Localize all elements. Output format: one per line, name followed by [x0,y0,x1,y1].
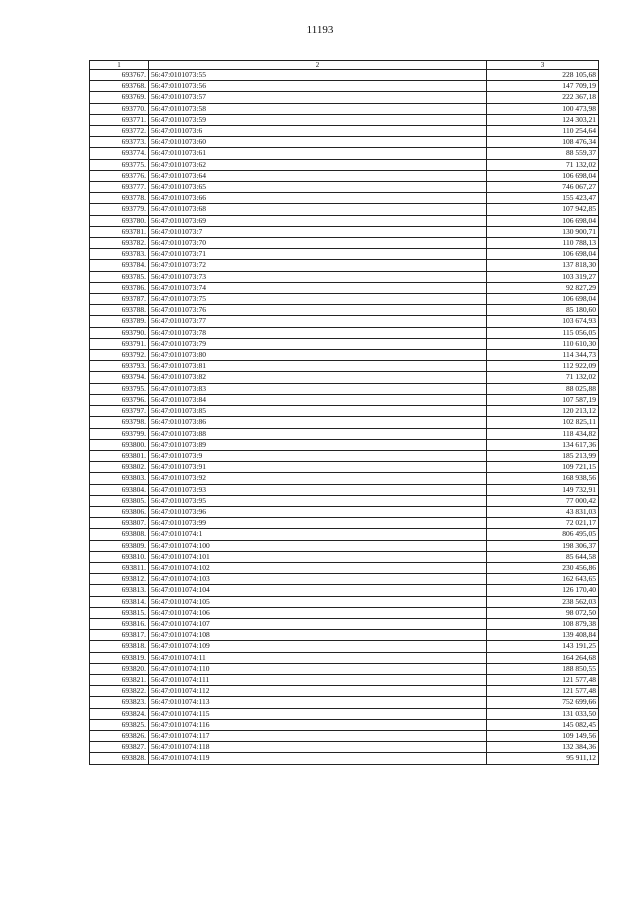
value-cell: 112 922,09 [487,361,599,372]
row-number-cell: 693789. [90,316,149,327]
row-number-cell: 693808. [90,529,149,540]
table-row [90,663,599,674]
value-cell: 124 303,21 [487,114,599,125]
row-number-cell: 693807. [90,518,149,529]
row-number-cell: 693805. [90,495,149,506]
table-row [90,238,599,249]
table-row [90,495,599,506]
cadastral-number-cell: 56:47:0101074:105 [149,596,487,607]
cadastral-number-cell: 56:47:0101073:96 [149,506,487,517]
value-cell: 71 132,02 [487,372,599,383]
table-row [90,103,599,114]
row-number-cell: 693782. [90,238,149,249]
table-row [90,607,599,618]
table-row [90,148,599,159]
table-row [90,406,599,417]
table-row [90,81,599,92]
table-row [90,753,599,764]
table-row [90,170,599,181]
row-number-cell: 693822. [90,686,149,697]
value-cell: 110 254,64 [487,126,599,137]
table-row [90,596,599,607]
cadastral-number-cell: 56:47:0101074:112 [149,686,487,697]
value-cell: 98 072,50 [487,607,599,618]
row-number-cell: 693790. [90,327,149,338]
cadastral-number-cell: 56:47:0101073:68 [149,204,487,215]
table-row [90,126,599,137]
row-number-cell: 693779. [90,204,149,215]
table-row [90,394,599,405]
value-cell: 43 831,03 [487,506,599,517]
cadastral-number-cell: 56:47:0101074:108 [149,630,487,641]
table-row [90,372,599,383]
table-row [90,70,599,81]
row-number-cell: 693812. [90,574,149,585]
table-row [90,159,599,170]
table-row [90,316,599,327]
row-number-cell: 693818. [90,641,149,652]
value-cell: 134 617,36 [487,439,599,450]
table-row [90,182,599,193]
table-row [90,708,599,719]
value-cell: 149 732,91 [487,484,599,495]
table-row [90,742,599,753]
row-number-cell: 693806. [90,506,149,517]
cadastral-number-cell: 56:47:0101073:9 [149,450,487,461]
row-number-cell: 693776. [90,170,149,181]
value-cell: 100 473,98 [487,103,599,114]
value-cell: 115 056,05 [487,327,599,338]
row-number-cell: 693826. [90,730,149,741]
row-number-cell: 693770. [90,103,149,114]
value-cell: 110 788,13 [487,238,599,249]
table-row [90,719,599,730]
value-cell: 85 644,58 [487,551,599,562]
cadastral-number-cell: 56:47:0101073:86 [149,417,487,428]
row-number-cell: 693816. [90,618,149,629]
value-cell: 110 610,30 [487,338,599,349]
value-cell: 118 434,82 [487,428,599,439]
value-cell: 106 698,04 [487,170,599,181]
row-number-cell: 693794. [90,372,149,383]
cadastral-number-cell: 56:47:0101074:104 [149,585,487,596]
cadastral-number-cell: 56:47:0101073:75 [149,294,487,305]
row-number-cell: 693802. [90,462,149,473]
cadastral-number-cell: 56:47:0101073:73 [149,271,487,282]
table-row [90,551,599,562]
table-row [90,193,599,204]
value-cell: 132 384,36 [487,742,599,753]
table-row [90,450,599,461]
value-cell: 103 674,93 [487,316,599,327]
row-number-cell: 693823. [90,697,149,708]
cadastral-number-cell: 56:47:0101073:83 [149,383,487,394]
value-cell: 106 698,04 [487,294,599,305]
value-cell: 88 025,88 [487,383,599,394]
table-row [90,674,599,685]
value-cell: 92 827,29 [487,282,599,293]
row-number-cell: 693815. [90,607,149,618]
value-cell: 126 170,40 [487,585,599,596]
table-row [90,417,599,428]
row-number-cell: 693800. [90,439,149,450]
cadastral-number-cell: 56:47:0101073:82 [149,372,487,383]
table-row [90,462,599,473]
cadastral-number-cell: 56:47:0101074:109 [149,641,487,652]
value-cell: 121 577,48 [487,686,599,697]
cadastral-number-cell: 56:47:0101074:101 [149,551,487,562]
value-cell: 222 367,18 [487,92,599,103]
cadastral-number-cell: 56:47:0101074:102 [149,562,487,573]
value-cell: 109 149,56 [487,730,599,741]
row-number-cell: 693783. [90,249,149,260]
value-cell: 145 082,45 [487,719,599,730]
table-row [90,730,599,741]
cadastral-number-cell: 56:47:0101073:91 [149,462,487,473]
table-row [90,383,599,394]
value-cell: 71 132,02 [487,159,599,170]
row-number-cell: 693828. [90,753,149,764]
cadastral-number-cell: 56:47:0101073:56 [149,81,487,92]
value-cell: 88 559,37 [487,148,599,159]
table-row [90,215,599,226]
row-number-cell: 693788. [90,305,149,316]
value-cell: 752 699,66 [487,697,599,708]
row-number-cell: 693817. [90,630,149,641]
cadastral-number-cell: 56:47:0101073:57 [149,92,487,103]
value-cell: 106 698,04 [487,215,599,226]
cadastral-number-cell: 56:47:0101074:111 [149,674,487,685]
cadastral-number-cell: 56:47:0101073:59 [149,114,487,125]
row-number-cell: 693798. [90,417,149,428]
value-cell: 131 033,50 [487,708,599,719]
cadastral-number-cell: 56:47:0101073:84 [149,394,487,405]
cadastral-number-cell: 56:47:0101073:65 [149,182,487,193]
table-row [90,518,599,529]
table-row [90,473,599,484]
column-header-1: 1 [90,61,149,70]
cadastral-number-cell: 56:47:0101073:92 [149,473,487,484]
value-cell: 185 213,99 [487,450,599,461]
table-row [90,338,599,349]
cadastral-number-cell: 56:47:0101073:76 [149,305,487,316]
value-cell: 198 306,37 [487,540,599,551]
value-cell: 746 067,27 [487,182,599,193]
value-cell: 147 709,19 [487,81,599,92]
row-number-cell: 693821. [90,674,149,685]
value-cell: 108 879,38 [487,618,599,629]
value-cell: 806 495,05 [487,529,599,540]
cadastral-number-cell: 56:47:0101074:100 [149,540,487,551]
value-cell: 121 577,48 [487,674,599,685]
row-number-cell: 693801. [90,450,149,461]
row-number-cell: 693767. [90,70,149,81]
row-number-cell: 693778. [90,193,149,204]
value-cell: 107 942,85 [487,204,599,215]
row-number-cell: 693827. [90,742,149,753]
cadastral-number-cell: 56:47:0101073:74 [149,282,487,293]
row-number-cell: 693797. [90,406,149,417]
document-table [89,60,599,765]
row-number-cell: 693795. [90,383,149,394]
cadastral-number-cell: 56:47:0101073:66 [149,193,487,204]
value-cell: 103 319,27 [487,271,599,282]
table-row [90,361,599,372]
value-cell: 85 180,60 [487,305,599,316]
row-number-cell: 693780. [90,215,149,226]
table-body [90,61,599,765]
cadastral-number-cell: 56:47:0101073:80 [149,350,487,361]
cadastral-number-cell: 56:47:0101073:81 [149,361,487,372]
table-row [90,271,599,282]
cadastral-number-cell: 56:47:0101073:7 [149,226,487,237]
cadastral-number-cell: 56:47:0101073:62 [149,159,487,170]
cadastral-number-cell: 56:47:0101074:118 [149,742,487,753]
table-row [90,92,599,103]
value-cell: 107 587,19 [487,394,599,405]
cadastral-number-cell: 56:47:0101073:89 [149,439,487,450]
row-number-cell: 693804. [90,484,149,495]
value-cell: 108 476,34 [487,137,599,148]
cadastral-number-cell: 56:47:0101073:85 [149,406,487,417]
cadastral-number-cell: 56:47:0101074:117 [149,730,487,741]
table-header-row [90,61,599,70]
row-number-cell: 693769. [90,92,149,103]
row-number-cell: 693786. [90,282,149,293]
table-row [90,249,599,260]
table-row [90,686,599,697]
cadastral-number-cell: 56:47:0101074:110 [149,663,487,674]
cadastral-number-cell: 56:47:0101073:69 [149,215,487,226]
table-row [90,540,599,551]
cadastral-number-cell: 56:47:0101073:93 [149,484,487,495]
cadastral-number-cell: 56:47:0101074:106 [149,607,487,618]
table-row [90,630,599,641]
cadastral-number-cell: 56:47:0101074:115 [149,708,487,719]
column-header-2: 2 [149,61,487,70]
cadastral-number-cell: 56:47:0101074:113 [149,697,487,708]
value-cell: 168 938,56 [487,473,599,484]
value-cell: 188 850,55 [487,663,599,674]
value-cell: 139 408,84 [487,630,599,641]
value-cell: 228 105,68 [487,70,599,81]
cadastral-number-cell: 56:47:0101073:64 [149,170,487,181]
table-row [90,562,599,573]
row-number-cell: 693809. [90,540,149,551]
row-number-cell: 693799. [90,428,149,439]
row-number-cell: 693773. [90,137,149,148]
table-row [90,506,599,517]
cadastral-number-cell: 56:47:0101073:99 [149,518,487,529]
table-row [90,350,599,361]
value-cell: 155 423,47 [487,193,599,204]
row-number-cell: 693775. [90,159,149,170]
value-cell: 137 818,30 [487,260,599,271]
table-row [90,439,599,450]
table-row [90,574,599,585]
cadastral-number-cell: 56:47:0101073:77 [149,316,487,327]
row-number-cell: 693787. [90,294,149,305]
row-number-cell: 693781. [90,226,149,237]
value-cell: 238 562,03 [487,596,599,607]
table-row [90,282,599,293]
table-row [90,641,599,652]
cadastral-number-cell: 56:47:0101073:55 [149,70,487,81]
cadastral-number-cell: 56:47:0101073:6 [149,126,487,137]
value-cell: 230 456,86 [487,562,599,573]
cadastral-number-cell: 56:47:0101073:60 [149,137,487,148]
cadastral-number-cell: 56:47:0101073:95 [149,495,487,506]
row-number-cell: 693784. [90,260,149,271]
row-number-cell: 693814. [90,596,149,607]
cadastral-number-cell: 56:47:0101074:107 [149,618,487,629]
value-cell: 95 911,12 [487,753,599,764]
value-cell: 72 021,17 [487,518,599,529]
row-number-cell: 693820. [90,663,149,674]
table-row [90,652,599,663]
value-cell: 162 643,65 [487,574,599,585]
table-row [90,294,599,305]
row-number-cell: 693785. [90,271,149,282]
table-row [90,484,599,495]
table-row [90,697,599,708]
cadastral-number-cell: 56:47:0101073:71 [149,249,487,260]
table-row [90,226,599,237]
table-row [90,204,599,215]
table-row [90,618,599,629]
value-cell: 143 191,25 [487,641,599,652]
value-cell: 102 825,11 [487,417,599,428]
cadastral-number-cell: 56:47:0101073:79 [149,338,487,349]
cadastral-number-cell: 56:47:0101073:78 [149,327,487,338]
table-row [90,585,599,596]
value-cell: 120 213,12 [487,406,599,417]
table-row [90,529,599,540]
cadastral-number-cell: 56:47:0101074:11 [149,652,487,663]
value-cell: 109 721,15 [487,462,599,473]
value-cell: 114 344,73 [487,350,599,361]
table-row [90,327,599,338]
row-number-cell: 693772. [90,126,149,137]
row-number-cell: 693793. [90,361,149,372]
value-cell: 77 000,42 [487,495,599,506]
row-number-cell: 693803. [90,473,149,484]
cadastral-number-cell: 56:47:0101073:88 [149,428,487,439]
row-number-cell: 693774. [90,148,149,159]
table-row [90,428,599,439]
table-row [90,305,599,316]
row-number-cell: 693796. [90,394,149,405]
row-number-cell: 693810. [90,551,149,562]
row-number-cell: 693825. [90,719,149,730]
row-number-cell: 693777. [90,182,149,193]
cadastral-number-cell: 56:47:0101073:58 [149,103,487,114]
row-number-cell: 693768. [90,81,149,92]
cadastral-number-cell: 56:47:0101074:1 [149,529,487,540]
cadastral-number-cell: 56:47:0101073:72 [149,260,487,271]
row-number-cell: 693792. [90,350,149,361]
page-number: 11193 [306,24,334,36]
row-number-cell: 693813. [90,585,149,596]
cadastral-number-cell: 56:47:0101073:61 [149,148,487,159]
row-number-cell: 693819. [90,652,149,663]
row-number-cell: 693824. [90,708,149,719]
table-row [90,137,599,148]
value-cell: 164 264,68 [487,652,599,663]
row-number-cell: 693771. [90,114,149,125]
table-row [90,260,599,271]
cadastral-number-cell: 56:47:0101074:119 [149,753,487,764]
table-row [90,114,599,125]
cadastral-number-cell: 56:47:0101074:116 [149,719,487,730]
column-header-3: 3 [487,61,599,70]
cadastral-number-cell: 56:47:0101074:103 [149,574,487,585]
row-number-cell: 693791. [90,338,149,349]
row-number-cell: 693811. [90,562,149,573]
cadastral-number-cell: 56:47:0101073:70 [149,238,487,249]
value-cell: 106 698,04 [487,249,599,260]
value-cell: 130 900,71 [487,226,599,237]
